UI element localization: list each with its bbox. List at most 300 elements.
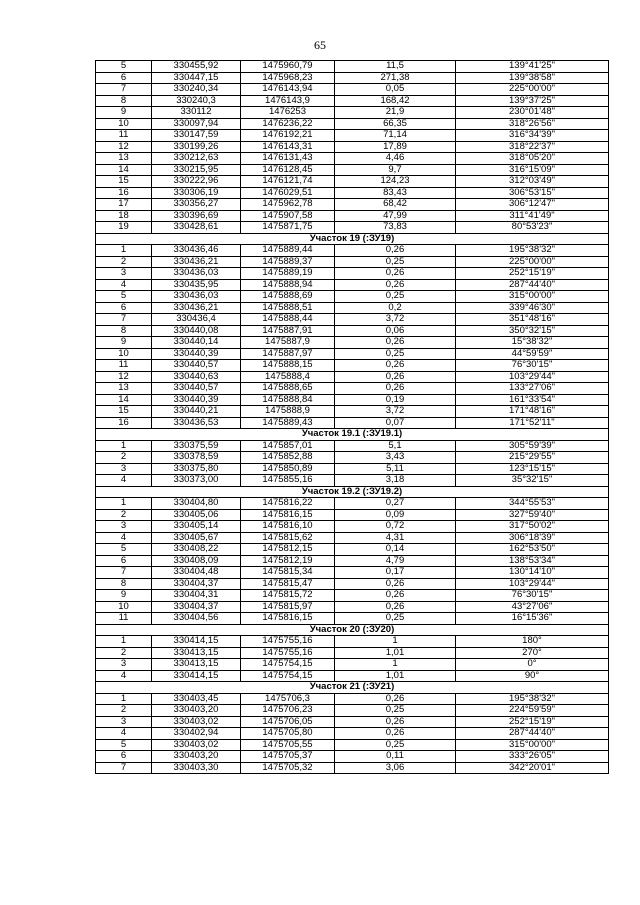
distance-cell: 66,35 — [335, 118, 456, 130]
bearing-cell: 287°44'40" — [456, 279, 609, 291]
table-row — [96, 348, 609, 360]
point-number-cell: 1 — [96, 440, 152, 452]
table-row — [96, 118, 609, 130]
bearing-cell: 318°22'37" — [456, 141, 609, 153]
bearing-cell: 339°46'30" — [456, 302, 609, 314]
table-row — [96, 141, 609, 153]
page-number: 65 — [314, 38, 326, 52]
x-coordinate-cell: 330436,4 — [152, 314, 241, 326]
table-row — [96, 187, 609, 199]
x-coordinate-cell: 330405,67 — [152, 532, 241, 544]
bearing-cell: 225°00'00" — [456, 84, 609, 96]
distance-cell: 3,72 — [335, 406, 456, 418]
y-coordinate-cell: 1476253 — [241, 107, 335, 119]
y-coordinate-cell: 1475871,75 — [241, 222, 335, 234]
bearing-cell: 195°38'32" — [456, 693, 609, 705]
distance-cell: 1,01 — [335, 647, 456, 659]
table-row — [96, 751, 609, 763]
distance-cell: 0,19 — [335, 394, 456, 406]
distance-cell: 73,83 — [335, 222, 456, 234]
x-coordinate-cell: 330440,57 — [152, 383, 241, 395]
point-number-cell: 1 — [96, 636, 152, 648]
table-row — [96, 164, 609, 176]
distance-cell: 0,26 — [335, 268, 456, 280]
table-row — [96, 107, 609, 119]
bearing-cell: 162°53'50" — [456, 544, 609, 556]
point-number-cell: 9 — [96, 337, 152, 349]
point-number-cell: 6 — [96, 751, 152, 763]
y-coordinate-cell: 1475888,84 — [241, 394, 335, 406]
y-coordinate-cell: 1476143,94 — [241, 84, 335, 96]
distance-cell: 0,27 — [335, 498, 456, 510]
distance-cell: 0,25 — [335, 613, 456, 625]
table-row — [96, 95, 609, 107]
point-number-cell: 3 — [96, 659, 152, 671]
distance-cell: 0,26 — [335, 279, 456, 291]
table-row — [96, 153, 609, 165]
y-coordinate-cell: 1475812,15 — [241, 544, 335, 556]
point-number-cell: 15 — [96, 406, 152, 418]
point-number-cell: 5 — [96, 739, 152, 751]
y-coordinate-cell: 1475968,23 — [241, 72, 335, 84]
x-coordinate-cell: 330447,15 — [152, 72, 241, 84]
bearing-cell: 195°38'32" — [456, 245, 609, 257]
x-coordinate-cell: 330402,94 — [152, 728, 241, 740]
distance-cell: 0,26 — [335, 383, 456, 395]
table-row — [96, 199, 609, 211]
point-number-cell: 4 — [96, 279, 152, 291]
section-header-row — [96, 624, 609, 636]
distance-cell: 4,79 — [335, 555, 456, 567]
y-coordinate-cell: 1475815,97 — [241, 601, 335, 613]
table-row — [96, 578, 609, 590]
bearing-cell: 103°29'44" — [456, 371, 609, 383]
bearing-cell: 139°38'58" — [456, 72, 609, 84]
x-coordinate-cell: 330413,15 — [152, 647, 241, 659]
table-row — [96, 210, 609, 222]
bearing-cell: 333°26'05" — [456, 751, 609, 763]
x-coordinate-cell: 330455,92 — [152, 61, 241, 73]
x-coordinate-cell: 330403,30 — [152, 762, 241, 774]
section-title: Участок 19.1 (:ЗУ19.1) — [96, 429, 609, 441]
distance-cell: 0,25 — [335, 256, 456, 268]
x-coordinate-cell: 330097,94 — [152, 118, 241, 130]
table-row — [96, 716, 609, 728]
table-row — [96, 291, 609, 303]
point-number-cell: 14 — [96, 164, 152, 176]
y-coordinate-cell: 1475888,15 — [241, 360, 335, 372]
table-row — [96, 555, 609, 567]
y-coordinate-cell: 1475754,15 — [241, 659, 335, 671]
point-number-cell: 1 — [96, 693, 152, 705]
distance-cell: 4,31 — [335, 532, 456, 544]
table-row — [96, 279, 609, 291]
point-number-cell: 2 — [96, 509, 152, 521]
table-row — [96, 371, 609, 383]
x-coordinate-cell: 330403,20 — [152, 705, 241, 717]
point-number-cell: 1 — [96, 498, 152, 510]
distance-cell: 168,42 — [335, 95, 456, 107]
bearing-cell: 139°41'25" — [456, 61, 609, 73]
bearing-cell: 327°59'40" — [456, 509, 609, 521]
distance-cell: 0,26 — [335, 590, 456, 602]
x-coordinate-cell: 330440,57 — [152, 360, 241, 372]
point-number-cell: 2 — [96, 705, 152, 717]
y-coordinate-cell: 1475857,01 — [241, 440, 335, 452]
point-number-cell: 11 — [96, 360, 152, 372]
bearing-cell: 171°52'11" — [456, 417, 609, 429]
x-coordinate-cell: 330436,21 — [152, 256, 241, 268]
point-number-cell: 6 — [96, 555, 152, 567]
point-number-cell: 12 — [96, 141, 152, 153]
y-coordinate-cell: 1475852,88 — [241, 452, 335, 464]
point-number-cell: 8 — [96, 578, 152, 590]
distance-cell: 0,26 — [335, 371, 456, 383]
distance-cell: 0,25 — [335, 705, 456, 717]
table-row — [96, 256, 609, 268]
x-coordinate-cell: 330147,59 — [152, 130, 241, 142]
x-coordinate-cell: 330375,59 — [152, 440, 241, 452]
table-row — [96, 452, 609, 464]
bearing-cell: 311°41'49" — [456, 210, 609, 222]
distance-cell: 0,17 — [335, 567, 456, 579]
point-number-cell: 9 — [96, 590, 152, 602]
y-coordinate-cell: 1475816,22 — [241, 498, 335, 510]
x-coordinate-cell: 330403,02 — [152, 716, 241, 728]
bearing-cell: 306°18'39" — [456, 532, 609, 544]
y-coordinate-cell: 1475887,97 — [241, 348, 335, 360]
y-coordinate-cell: 1475755,16 — [241, 636, 335, 648]
table-row — [96, 383, 609, 395]
distance-cell: 0,14 — [335, 544, 456, 556]
distance-cell: 3,72 — [335, 314, 456, 326]
point-number-cell: 18 — [96, 210, 152, 222]
distance-cell: 0,25 — [335, 739, 456, 751]
bearing-cell: 342°20'01" — [456, 762, 609, 774]
table-row — [96, 693, 609, 705]
bearing-cell: 224°59'59" — [456, 705, 609, 717]
distance-cell: 47,99 — [335, 210, 456, 222]
point-number-cell: 13 — [96, 383, 152, 395]
point-number-cell: 9 — [96, 107, 152, 119]
bearing-cell: 315°00'00" — [456, 291, 609, 303]
table-row — [96, 521, 609, 533]
distance-cell: 4,46 — [335, 153, 456, 165]
table-row — [96, 544, 609, 556]
distance-cell: 17,89 — [335, 141, 456, 153]
point-number-cell: 6 — [96, 72, 152, 84]
table-row — [96, 314, 609, 326]
table-row — [96, 84, 609, 96]
y-coordinate-cell: 1476192,21 — [241, 130, 335, 142]
table-row — [96, 762, 609, 774]
x-coordinate-cell: 330436,03 — [152, 291, 241, 303]
bearing-cell: 44°59'59" — [456, 348, 609, 360]
x-coordinate-cell: 330404,48 — [152, 567, 241, 579]
distance-cell: 0,2 — [335, 302, 456, 314]
x-coordinate-cell: 330436,53 — [152, 417, 241, 429]
distance-cell: 0,07 — [335, 417, 456, 429]
y-coordinate-cell: 1475706,05 — [241, 716, 335, 728]
point-number-cell: 3 — [96, 521, 152, 533]
distance-cell: 71,14 — [335, 130, 456, 142]
y-coordinate-cell: 1475962,78 — [241, 199, 335, 211]
distance-cell: 0,26 — [335, 728, 456, 740]
bearing-cell: 76°30'15" — [456, 360, 609, 372]
table-row — [96, 61, 609, 73]
x-coordinate-cell: 330112 — [152, 107, 241, 119]
point-number-cell: 13 — [96, 153, 152, 165]
bearing-cell: 133°27'06" — [456, 383, 609, 395]
bearing-cell: 139°37'25" — [456, 95, 609, 107]
distance-cell: 0,25 — [335, 348, 456, 360]
distance-cell: 83,43 — [335, 187, 456, 199]
table-row — [96, 498, 609, 510]
section-title: Участок 20 (:ЗУ20) — [96, 624, 609, 636]
x-coordinate-cell: 330436,21 — [152, 302, 241, 314]
x-coordinate-cell: 330403,20 — [152, 751, 241, 763]
y-coordinate-cell: 1475815,47 — [241, 578, 335, 590]
table-row — [96, 337, 609, 349]
y-coordinate-cell: 1475850,89 — [241, 463, 335, 475]
x-coordinate-cell: 330405,06 — [152, 509, 241, 521]
table-row — [96, 601, 609, 613]
table-row — [96, 268, 609, 280]
x-coordinate-cell: 330404,31 — [152, 590, 241, 602]
y-coordinate-cell: 1475889,19 — [241, 268, 335, 280]
distance-cell: 21,9 — [335, 107, 456, 119]
table-row — [96, 417, 609, 429]
bearing-cell: 0° — [456, 659, 609, 671]
point-number-cell: 10 — [96, 118, 152, 130]
point-number-cell: 2 — [96, 256, 152, 268]
bearing-cell: 344°55'53" — [456, 498, 609, 510]
bearing-cell: 161°33'54" — [456, 394, 609, 406]
bearing-cell: 80°53'23" — [456, 222, 609, 234]
y-coordinate-cell: 1475705,37 — [241, 751, 335, 763]
y-coordinate-cell: 1475754,15 — [241, 670, 335, 682]
table-row — [96, 325, 609, 337]
distance-cell: 0,26 — [335, 337, 456, 349]
y-coordinate-cell: 1476121,74 — [241, 176, 335, 188]
point-number-cell: 5 — [96, 291, 152, 303]
y-coordinate-cell: 1475907,58 — [241, 210, 335, 222]
point-number-cell: 16 — [96, 417, 152, 429]
bearing-cell: 350°32'15" — [456, 325, 609, 337]
y-coordinate-cell: 1475960,79 — [241, 61, 335, 73]
point-number-cell: 11 — [96, 130, 152, 142]
point-number-cell: 8 — [96, 95, 152, 107]
point-number-cell: 10 — [96, 348, 152, 360]
x-coordinate-cell: 330414,15 — [152, 636, 241, 648]
bearing-cell: 252°15'19" — [456, 268, 609, 280]
bearing-cell: 287°44'40" — [456, 728, 609, 740]
point-number-cell: 3 — [96, 716, 152, 728]
y-coordinate-cell: 1475816,15 — [241, 509, 335, 521]
x-coordinate-cell: 330405,14 — [152, 521, 241, 533]
y-coordinate-cell: 1476029,51 — [241, 187, 335, 199]
bearing-cell: 318°26'56" — [456, 118, 609, 130]
bearing-cell: 252°15'19" — [456, 716, 609, 728]
x-coordinate-cell: 330356,27 — [152, 199, 241, 211]
distance-cell: 0,26 — [335, 601, 456, 613]
x-coordinate-cell: 330373,00 — [152, 475, 241, 487]
bearing-cell: 225°00'00" — [456, 256, 609, 268]
coordinates-table-body — [96, 61, 609, 774]
bearing-cell: 312°03'49" — [456, 176, 609, 188]
distance-cell: 3,18 — [335, 475, 456, 487]
section-header-row — [96, 429, 609, 441]
y-coordinate-cell: 1475816,10 — [241, 521, 335, 533]
y-coordinate-cell: 1475889,37 — [241, 256, 335, 268]
table-row — [96, 567, 609, 579]
y-coordinate-cell: 1475812,19 — [241, 555, 335, 567]
distance-cell: 3,06 — [335, 762, 456, 774]
y-coordinate-cell: 1475706,23 — [241, 705, 335, 717]
point-number-cell: 3 — [96, 268, 152, 280]
bearing-cell: 317°50'02" — [456, 521, 609, 533]
y-coordinate-cell: 1475705,80 — [241, 728, 335, 740]
y-coordinate-cell: 1475889,43 — [241, 417, 335, 429]
distance-cell: 0,26 — [335, 245, 456, 257]
y-coordinate-cell: 1475815,34 — [241, 567, 335, 579]
coordinates-table — [95, 60, 609, 774]
y-coordinate-cell: 1475888,4 — [241, 371, 335, 383]
point-number-cell: 7 — [96, 84, 152, 96]
bearing-cell: 138°53'34" — [456, 555, 609, 567]
table-row — [96, 590, 609, 602]
y-coordinate-cell: 1476143,9 — [241, 95, 335, 107]
distance-cell: 0,26 — [335, 360, 456, 372]
table-row — [96, 613, 609, 625]
table-row — [96, 222, 609, 234]
table-row — [96, 440, 609, 452]
distance-cell: 0,26 — [335, 693, 456, 705]
distance-cell: 68,42 — [335, 199, 456, 211]
table-row — [96, 739, 609, 751]
section-title: Участок 19 (:ЗУ19) — [96, 233, 609, 245]
x-coordinate-cell: 330440,21 — [152, 406, 241, 418]
section-header-row — [96, 486, 609, 498]
distance-cell: 271,38 — [335, 72, 456, 84]
bearing-cell: 171°48'16" — [456, 406, 609, 418]
x-coordinate-cell: 330440,63 — [152, 371, 241, 383]
x-coordinate-cell: 330408,22 — [152, 544, 241, 556]
y-coordinate-cell: 1475815,62 — [241, 532, 335, 544]
point-number-cell: 4 — [96, 475, 152, 487]
y-coordinate-cell: 1476236,22 — [241, 118, 335, 130]
x-coordinate-cell: 330436,03 — [152, 268, 241, 280]
point-number-cell: 15 — [96, 176, 152, 188]
point-number-cell: 7 — [96, 567, 152, 579]
y-coordinate-cell: 1475755,16 — [241, 647, 335, 659]
x-coordinate-cell: 330404,56 — [152, 613, 241, 625]
point-number-cell: 8 — [96, 325, 152, 337]
x-coordinate-cell: 330436,46 — [152, 245, 241, 257]
distance-cell: 124,23 — [335, 176, 456, 188]
y-coordinate-cell: 1475888,69 — [241, 291, 335, 303]
bearing-cell: 316°15'09" — [456, 164, 609, 176]
y-coordinate-cell: 1475816,15 — [241, 613, 335, 625]
point-number-cell: 2 — [96, 452, 152, 464]
table-row — [96, 532, 609, 544]
table-row — [96, 463, 609, 475]
y-coordinate-cell: 1475888,94 — [241, 279, 335, 291]
point-number-cell: 5 — [96, 544, 152, 556]
distance-cell: 3,43 — [335, 452, 456, 464]
point-number-cell: 6 — [96, 302, 152, 314]
x-coordinate-cell: 330440,39 — [152, 394, 241, 406]
x-coordinate-cell: 330199,26 — [152, 141, 241, 153]
distance-cell: 0,05 — [335, 84, 456, 96]
y-coordinate-cell: 1475705,32 — [241, 762, 335, 774]
y-coordinate-cell: 1475855,16 — [241, 475, 335, 487]
distance-cell: 0,11 — [335, 751, 456, 763]
y-coordinate-cell: 1475815,72 — [241, 590, 335, 602]
y-coordinate-cell: 1476143,31 — [241, 141, 335, 153]
section-header-row — [96, 682, 609, 694]
distance-cell: 5,11 — [335, 463, 456, 475]
y-coordinate-cell: 1476128,45 — [241, 164, 335, 176]
x-coordinate-cell: 330212,63 — [152, 153, 241, 165]
bearing-cell: 316°34'39" — [456, 130, 609, 142]
table-row — [96, 72, 609, 84]
distance-cell: 1,01 — [335, 670, 456, 682]
bearing-cell: 315°00'00" — [456, 739, 609, 751]
bearing-cell: 270° — [456, 647, 609, 659]
x-coordinate-cell: 330375,80 — [152, 463, 241, 475]
distance-cell: 11,5 — [335, 61, 456, 73]
point-number-cell: 7 — [96, 314, 152, 326]
point-number-cell: 16 — [96, 187, 152, 199]
x-coordinate-cell: 330440,39 — [152, 348, 241, 360]
bearing-cell: 76°30'15" — [456, 590, 609, 602]
x-coordinate-cell: 330403,02 — [152, 739, 241, 751]
y-coordinate-cell: 1475889,44 — [241, 245, 335, 257]
table-row — [96, 705, 609, 717]
point-number-cell: 4 — [96, 670, 152, 682]
y-coordinate-cell: 1475705,55 — [241, 739, 335, 751]
bearing-cell: 215°29'55" — [456, 452, 609, 464]
table-row — [96, 302, 609, 314]
y-coordinate-cell: 1475888,51 — [241, 302, 335, 314]
bearing-cell: 351°48'16" — [456, 314, 609, 326]
y-coordinate-cell: 1475888,44 — [241, 314, 335, 326]
table-row — [96, 130, 609, 142]
x-coordinate-cell: 330435,95 — [152, 279, 241, 291]
bearing-cell: 306°53'15" — [456, 187, 609, 199]
x-coordinate-cell: 330306,19 — [152, 187, 241, 199]
point-number-cell: 4 — [96, 532, 152, 544]
point-number-cell: 10 — [96, 601, 152, 613]
distance-cell: 0,26 — [335, 578, 456, 590]
x-coordinate-cell: 330440,08 — [152, 325, 241, 337]
bearing-cell: 130°14'10" — [456, 567, 609, 579]
distance-cell: 1 — [335, 659, 456, 671]
table-row — [96, 406, 609, 418]
x-coordinate-cell: 330222,96 — [152, 176, 241, 188]
bearing-cell: 318°05'20" — [456, 153, 609, 165]
bearing-cell: 103°29'44" — [456, 578, 609, 590]
section-title: Участок 21 (:ЗУ21) — [96, 682, 609, 694]
x-coordinate-cell: 330413,15 — [152, 659, 241, 671]
table-row — [96, 647, 609, 659]
bearing-cell: 123°15'15" — [456, 463, 609, 475]
point-number-cell: 14 — [96, 394, 152, 406]
distance-cell: 1 — [335, 636, 456, 648]
point-number-cell: 4 — [96, 728, 152, 740]
bearing-cell: 90° — [456, 670, 609, 682]
